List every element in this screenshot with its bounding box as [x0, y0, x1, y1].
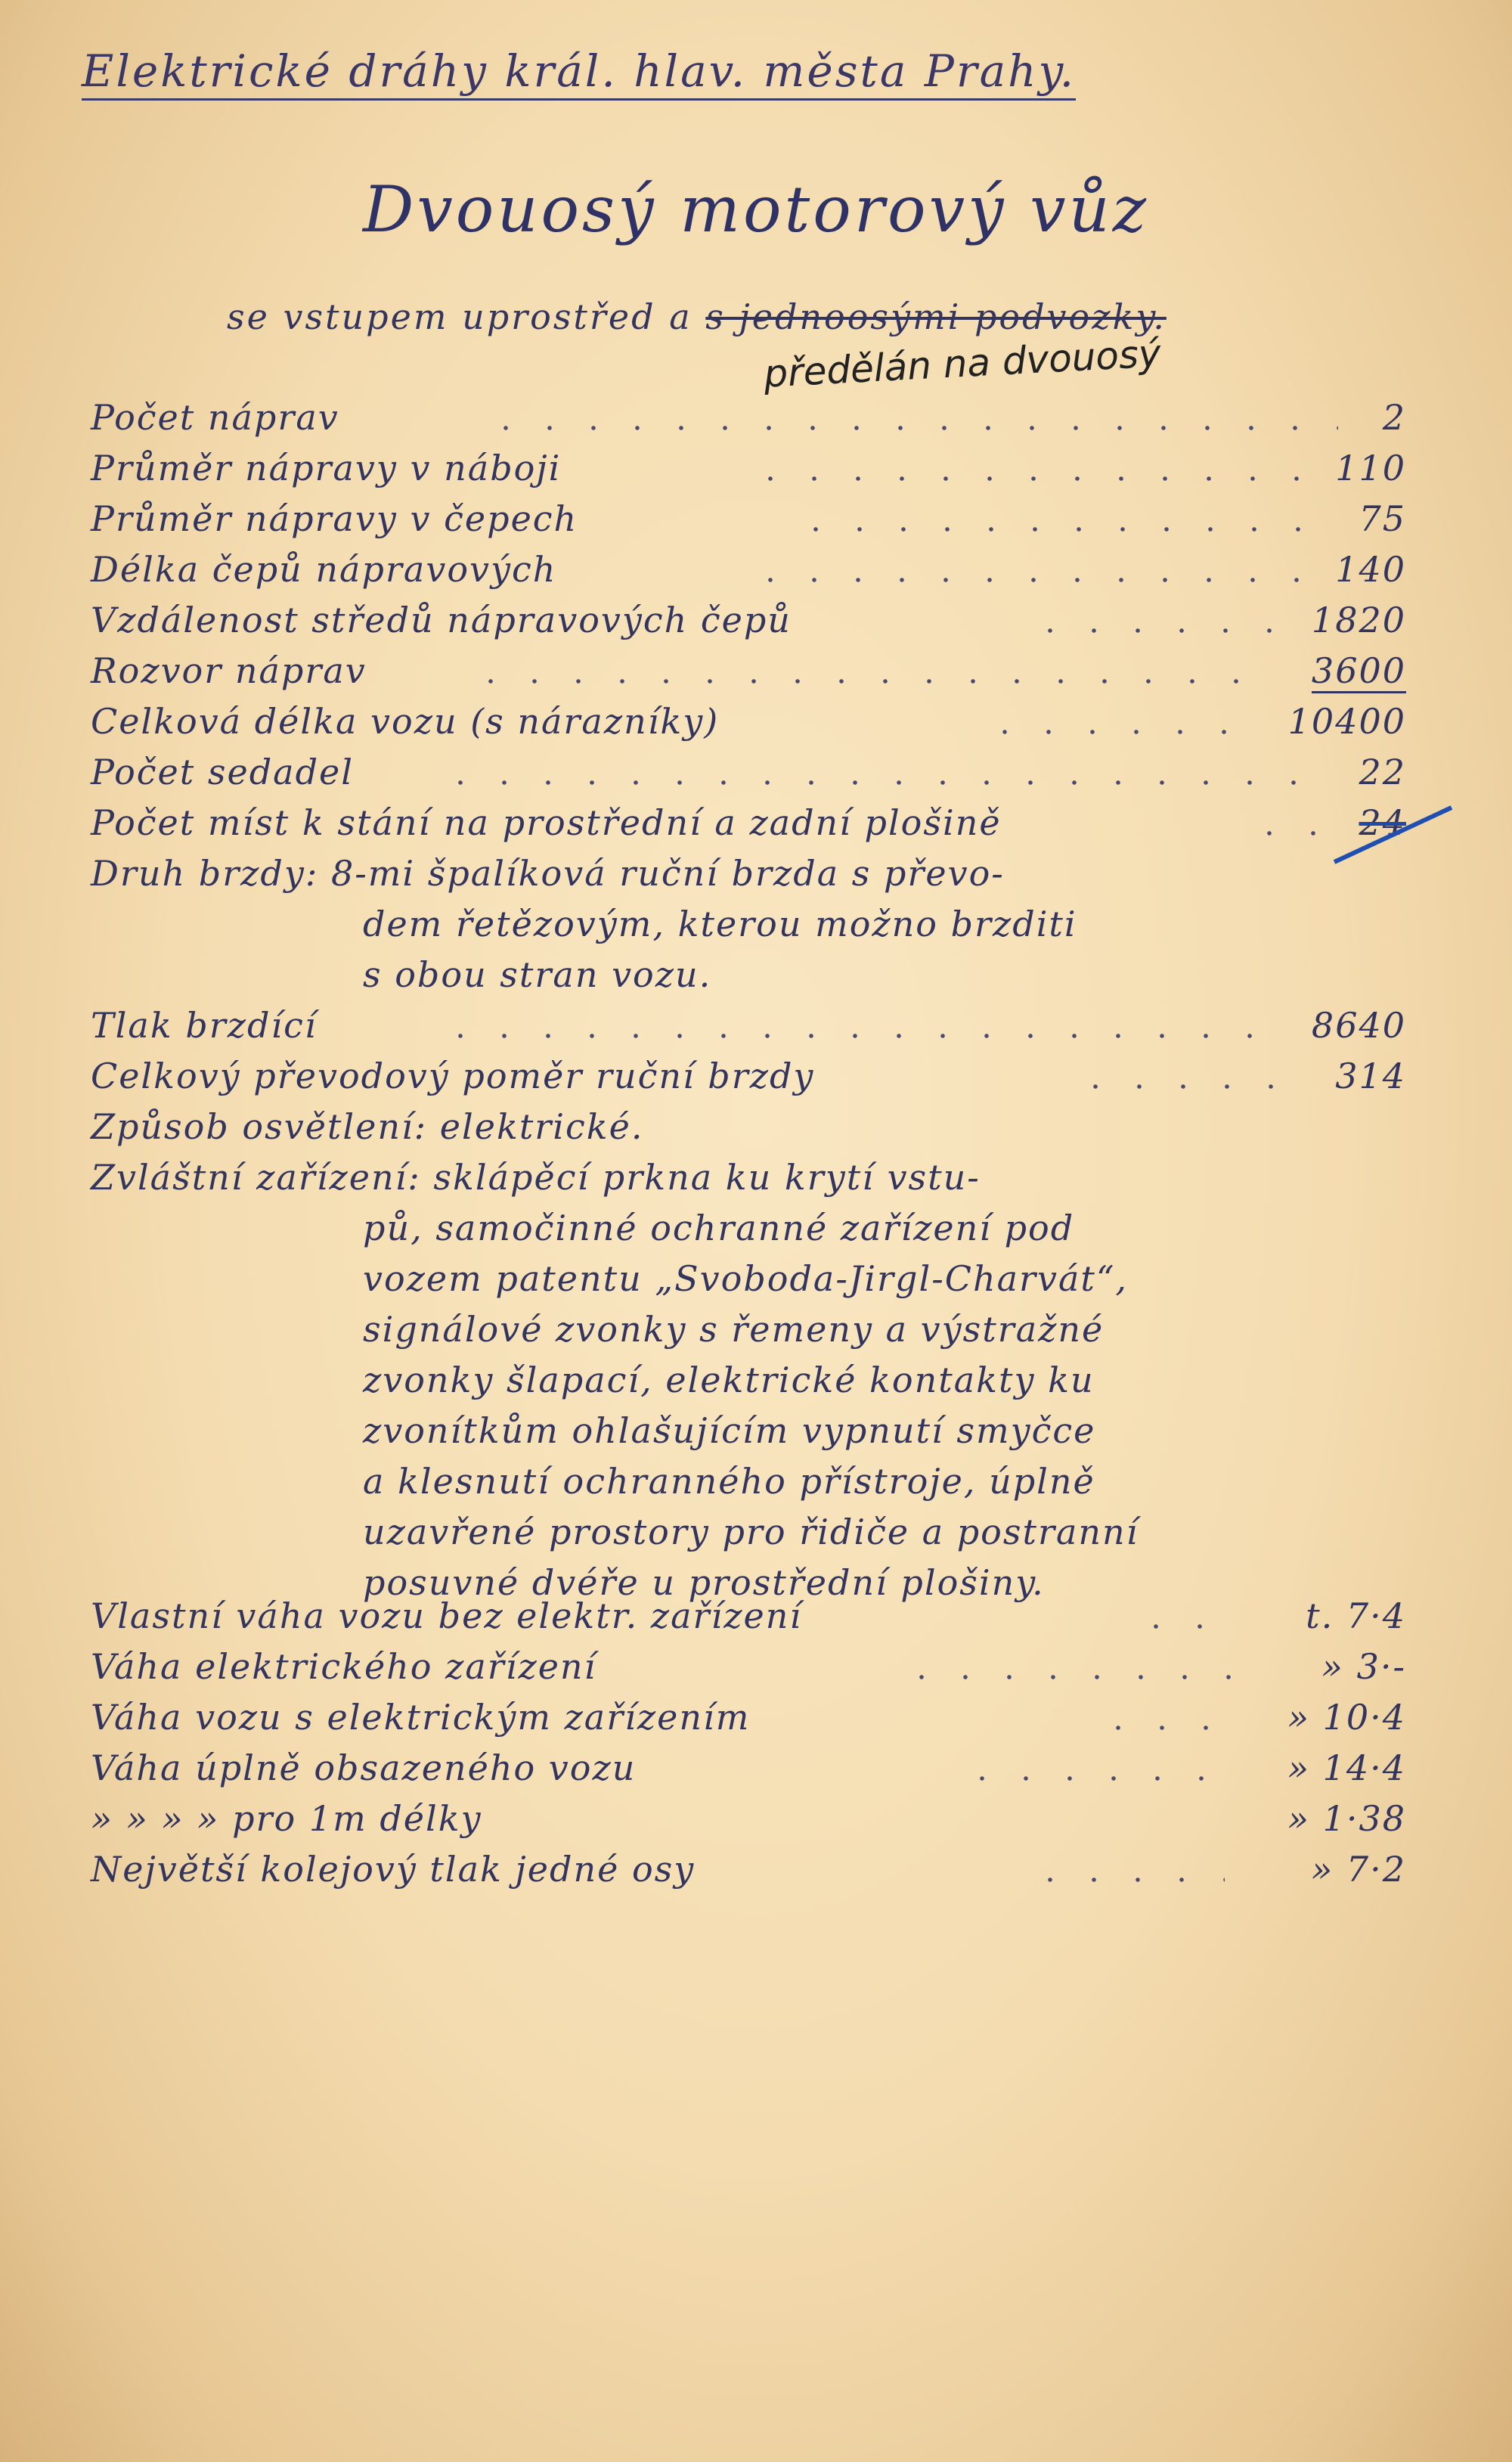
spec-row — [91, 1106, 1406, 1152]
spec-label: Vlastní váha vozu bez elektr. zařízení — [91, 1595, 803, 1636]
spec-label: Průměr nápravy v náboji — [91, 448, 562, 488]
spec-row — [91, 802, 1406, 848]
dot-leader — [960, 1776, 1225, 1781]
special-continuation-line: zvonky šlapací, elektrické kontakty ku — [363, 1360, 1095, 1400]
spec-row — [91, 448, 1406, 493]
spec-row — [91, 1646, 1406, 1691]
spec-label: Celkový převodový poměr ruční brzdy — [91, 1056, 815, 1096]
spec-label: Způsob osvětlení: elektrické. — [91, 1106, 644, 1147]
spec-row — [91, 853, 1406, 898]
spec-value: 10400 — [1287, 701, 1406, 742]
spec-value: 140 — [1335, 549, 1406, 590]
spec-value: » 3·- — [1321, 1646, 1406, 1687]
spec-value: 1820 — [1311, 600, 1406, 640]
spec-value: » 10·4 — [1287, 1697, 1406, 1738]
dot-leader — [1210, 1827, 1225, 1831]
special-continuation-line: vozem patentu „Svoboda-Jirgl-Charvát“, — [363, 1258, 1129, 1299]
dot-leader — [1247, 831, 1323, 836]
dot-leader — [1028, 1878, 1225, 1882]
special-continuation-line: zvonítkům ohlašujícím vypnutí smyčce — [363, 1410, 1096, 1451]
page-title: Dvouosý motorový vůz — [362, 172, 1149, 247]
spec-label: Váha vozu s elektrickým zařízením — [91, 1697, 751, 1738]
handwritten-correction: předělán na dvouosý — [762, 331, 1162, 396]
special-continuation-line: a klesnutí ochranného přístroje, úplně — [363, 1461, 1095, 1502]
spec-label: Druh brzdy: 8-mi špalíková ruční brzda s převo- — [91, 853, 1005, 894]
spec-value: 8640 — [1311, 1005, 1406, 1046]
spec-value: » 7·2 — [1311, 1849, 1406, 1890]
spec-row — [91, 1697, 1406, 1742]
spec-row — [91, 397, 1406, 442]
spec-label: Celková délka vozu (s nárazníky) — [91, 701, 720, 742]
brake-continuation-line: s obou stran vozu. — [363, 954, 712, 995]
dot-leader — [983, 730, 1263, 734]
spec-value: 22 — [1359, 752, 1406, 792]
page-header: Elektrické dráhy král. hlav. města Prahy. — [82, 45, 1076, 101]
spec-label: Vzdálenost středů nápravových čepů — [91, 600, 792, 640]
spec-row — [91, 650, 1406, 696]
spec-row — [91, 600, 1406, 645]
spec-label: Váha elektrického zařízení — [91, 1646, 597, 1687]
spec-row — [91, 1747, 1406, 1793]
spec-label: Tlak brzdící — [91, 1005, 318, 1046]
spec-row — [91, 1157, 1406, 1202]
spec-row — [91, 549, 1406, 594]
dot-leader — [438, 780, 1323, 785]
special-continuation-line: uzavřené prostory pro řidiče a postranní — [363, 1512, 1139, 1552]
dot-leader — [1096, 1726, 1225, 1730]
spec-label: Počet náprav — [91, 397, 339, 438]
spec-label: Délka čepů nápravových — [91, 549, 557, 590]
spec-row — [91, 752, 1406, 797]
dot-leader — [748, 476, 1300, 481]
dot-leader — [1134, 1624, 1232, 1629]
spec-row — [91, 1798, 1406, 1843]
spec-row — [91, 1849, 1406, 1894]
spec-value: 110 — [1335, 448, 1406, 488]
spec-label: Zvláštní zařízení: sklápěcí prkna ku krytí vstu- — [91, 1157, 981, 1198]
dot-leader — [1028, 628, 1278, 633]
dot-leader — [469, 679, 1278, 684]
spec-value: 75 — [1359, 498, 1406, 539]
dot-leader — [438, 1034, 1263, 1038]
spec-row — [91, 1595, 1406, 1641]
spec-label: » » » » pro 1m délky — [91, 1798, 482, 1839]
spec-row — [91, 1005, 1406, 1050]
spec-row — [91, 1056, 1406, 1101]
spec-value: » 14·4 — [1287, 1747, 1406, 1788]
spec-value: 314 — [1335, 1056, 1406, 1096]
spec-label: Největší kolejový tlak jedné osy — [91, 1849, 696, 1890]
spec-value: 3600 — [1312, 650, 1406, 693]
spec-row — [91, 701, 1406, 746]
spec-label: Váha úplně obsazeného vozu — [91, 1747, 637, 1788]
spec-row — [91, 498, 1406, 544]
dot-leader — [484, 426, 1338, 430]
dot-leader — [1074, 1084, 1293, 1089]
subtitle-struck: s jednoosými podvozky. — [705, 296, 1167, 337]
dot-leader — [900, 1675, 1232, 1679]
spec-label: Počet sedadel — [91, 752, 354, 792]
dot-leader — [794, 527, 1323, 532]
special-continuation-line: posuvné dvéře u prostřední plošiny. — [363, 1562, 1045, 1603]
spec-label: Rozvor náprav — [91, 650, 367, 691]
special-continuation-line: signálové zvonky s řemeny a výstražné — [363, 1309, 1105, 1350]
subtitle — [227, 296, 1167, 337]
special-continuation-line: pů, samočinné ochranné zařízení pod — [363, 1208, 1075, 1248]
spec-value: » 1·38 — [1287, 1798, 1406, 1839]
subtitle-kept: se vstupem uprostřed a — [227, 296, 692, 337]
spec-label: Průměr nápravy v čepech — [91, 498, 578, 539]
spec-label: Počet míst k stání na prostřední a zadní plošině — [91, 802, 1002, 843]
brake-continuation-line: dem řetězovým, kterou možno brzditi — [363, 904, 1077, 944]
dot-leader — [748, 578, 1300, 582]
spec-value: t. 7·4 — [1306, 1595, 1406, 1636]
spec-value: 2 — [1382, 397, 1406, 438]
spec-value: 24 — [1359, 802, 1406, 843]
